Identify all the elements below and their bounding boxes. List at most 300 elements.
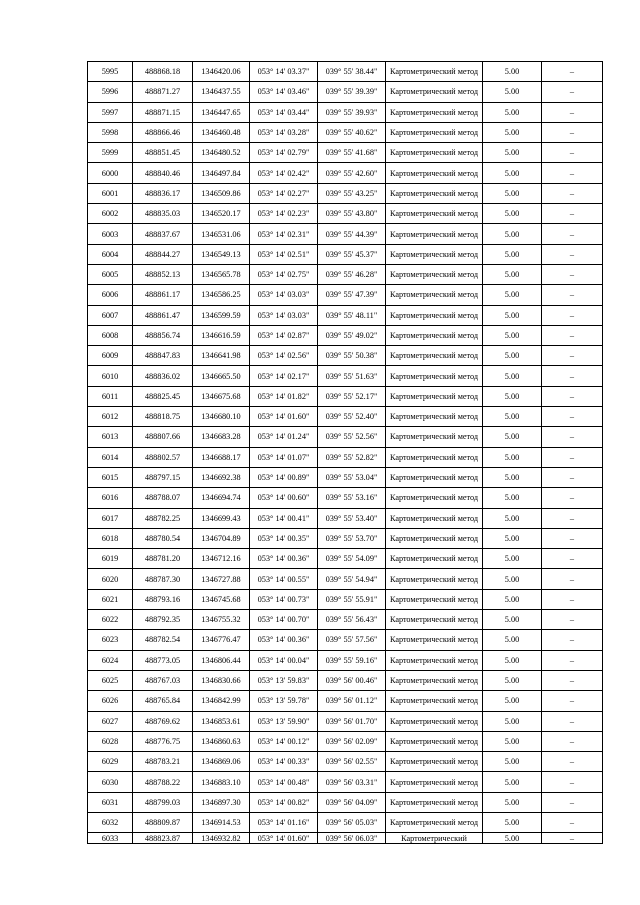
- accuracy-cell: 5.00: [483, 224, 542, 244]
- point-number-cell: 6012: [88, 407, 133, 427]
- method-cell: Картометрический метод: [386, 447, 483, 467]
- latitude-cell: 053° 14' 01.82": [250, 386, 318, 406]
- accuracy-cell: 5.00: [483, 467, 542, 487]
- x-coordinate-cell: 488767.03: [133, 670, 193, 690]
- latitude-cell: 053° 14' 02.42": [250, 163, 318, 183]
- y-coordinate-cell: 1346692.38: [193, 467, 250, 487]
- y-coordinate-cell: 1346932.82: [193, 833, 250, 844]
- latitude-cell: 053° 14' 01.07": [250, 447, 318, 467]
- latitude-cell: 053° 14' 01.16": [250, 812, 318, 832]
- x-coordinate-cell: 488836.17: [133, 183, 193, 203]
- y-coordinate-cell: 1346437.55: [193, 82, 250, 102]
- method-cell: Картометрический метод: [386, 812, 483, 832]
- accuracy-cell: 5.00: [483, 62, 542, 82]
- note-cell: –: [542, 610, 603, 630]
- latitude-cell: 053° 13' 59.78": [250, 691, 318, 711]
- method-cell: Картометрический метод: [386, 711, 483, 731]
- point-number-cell: 6030: [88, 772, 133, 792]
- x-coordinate-cell: 488837.67: [133, 224, 193, 244]
- y-coordinate-cell: 1346447.65: [193, 102, 250, 122]
- longitude-cell: 039° 55' 53.70": [318, 528, 386, 548]
- latitude-cell: 053° 14' 00.55": [250, 569, 318, 589]
- latitude-cell: 053° 14' 03.28": [250, 122, 318, 142]
- x-coordinate-cell: 488807.66: [133, 427, 193, 447]
- latitude-cell: 053° 13' 59.90": [250, 711, 318, 731]
- latitude-cell: 053° 14' 00.73": [250, 589, 318, 609]
- longitude-cell: 039° 55' 38.44": [318, 62, 386, 82]
- table-row: [88, 772, 603, 792]
- table-row: [88, 244, 603, 264]
- longitude-cell: 039° 56' 01.12": [318, 691, 386, 711]
- longitude-cell: 039° 55' 50.38": [318, 346, 386, 366]
- accuracy-cell: 5.00: [483, 386, 542, 406]
- point-number-cell: 6019: [88, 549, 133, 569]
- table-row: [88, 467, 603, 487]
- x-coordinate-cell: 488782.25: [133, 508, 193, 528]
- y-coordinate-cell: 1346565.78: [193, 264, 250, 284]
- y-coordinate-cell: 1346675.68: [193, 386, 250, 406]
- y-coordinate-cell: 1346830.66: [193, 670, 250, 690]
- accuracy-cell: 5.00: [483, 670, 542, 690]
- accuracy-cell: 5.00: [483, 427, 542, 447]
- table-row: [88, 447, 603, 467]
- table-row: [88, 792, 603, 812]
- note-cell: –: [542, 224, 603, 244]
- x-coordinate-cell: 488844.27: [133, 244, 193, 264]
- method-cell: Картометрический метод: [386, 386, 483, 406]
- point-number-cell: 6016: [88, 488, 133, 508]
- point-number-cell: 6021: [88, 589, 133, 609]
- latitude-cell: 053° 14' 02.75": [250, 264, 318, 284]
- longitude-cell: 039° 56' 04.09": [318, 792, 386, 812]
- y-coordinate-cell: 1346665.50: [193, 366, 250, 386]
- table-row: [88, 569, 603, 589]
- point-number-cell: 5996: [88, 82, 133, 102]
- point-number-cell: 6005: [88, 264, 133, 284]
- point-number-cell: 6032: [88, 812, 133, 832]
- accuracy-cell: 5.00: [483, 812, 542, 832]
- note-cell: –: [542, 691, 603, 711]
- y-coordinate-cell: 1346683.28: [193, 427, 250, 447]
- method-cell: Картометрический метод: [386, 224, 483, 244]
- note-cell: –: [542, 264, 603, 284]
- latitude-cell: 053° 14' 01.24": [250, 427, 318, 447]
- accuracy-cell: 5.00: [483, 325, 542, 345]
- table-row: [88, 102, 603, 122]
- longitude-cell: 039° 55' 55.91": [318, 589, 386, 609]
- table-row: [88, 427, 603, 447]
- latitude-cell: 053° 14' 02.79": [250, 143, 318, 163]
- longitude-cell: 039° 55' 41.68": [318, 143, 386, 163]
- x-coordinate-cell: 488856.74: [133, 325, 193, 345]
- x-coordinate-cell: 488776.75: [133, 731, 193, 751]
- latitude-cell: 053° 14' 00.41": [250, 508, 318, 528]
- table-row: [88, 183, 603, 203]
- point-number-cell: 6022: [88, 610, 133, 630]
- method-cell: Картометрический метод: [386, 82, 483, 102]
- method-cell: Картометрический метод: [386, 163, 483, 183]
- point-number-cell: 6006: [88, 285, 133, 305]
- table-row: [88, 224, 603, 244]
- longitude-cell: 039° 56' 06.03": [318, 833, 386, 844]
- x-coordinate-cell: 488825.45: [133, 386, 193, 406]
- y-coordinate-cell: 1346520.17: [193, 204, 250, 224]
- longitude-cell: 039° 55' 53.04": [318, 467, 386, 487]
- y-coordinate-cell: 1346549.13: [193, 244, 250, 264]
- method-cell: Картометрический метод: [386, 62, 483, 82]
- x-coordinate-cell: 488861.47: [133, 305, 193, 325]
- note-cell: –: [542, 508, 603, 528]
- note-cell: –: [542, 528, 603, 548]
- method-cell: Картометрический метод: [386, 488, 483, 508]
- accuracy-cell: 5.00: [483, 447, 542, 467]
- accuracy-cell: 5.00: [483, 792, 542, 812]
- y-coordinate-cell: 1346755.32: [193, 610, 250, 630]
- point-number-cell: 6014: [88, 447, 133, 467]
- y-coordinate-cell: 1346531.06: [193, 224, 250, 244]
- point-number-cell: 6026: [88, 691, 133, 711]
- longitude-cell: 039° 56' 03.31": [318, 772, 386, 792]
- y-coordinate-cell: 1346897.30: [193, 792, 250, 812]
- table-row: [88, 752, 603, 772]
- table-row: [88, 122, 603, 142]
- accuracy-cell: 5.00: [483, 589, 542, 609]
- y-coordinate-cell: 1346842.99: [193, 691, 250, 711]
- y-coordinate-cell: 1346869.06: [193, 752, 250, 772]
- point-number-cell: 6023: [88, 630, 133, 650]
- y-coordinate-cell: 1346420.06: [193, 62, 250, 82]
- method-cell: Картометрический метод: [386, 407, 483, 427]
- method-cell: Картометрический метод: [386, 589, 483, 609]
- method-cell: Картометрический метод: [386, 346, 483, 366]
- longitude-cell: 039° 55' 39.39": [318, 82, 386, 102]
- longitude-cell: 039° 55' 59.16": [318, 650, 386, 670]
- method-cell: Картометрический метод: [386, 610, 483, 630]
- note-cell: –: [542, 82, 603, 102]
- x-coordinate-cell: 488783.21: [133, 752, 193, 772]
- longitude-cell: 039° 55' 52.56": [318, 427, 386, 447]
- method-cell: Картометрический метод: [386, 772, 483, 792]
- table-row: [88, 163, 603, 183]
- x-coordinate-cell: 488788.22: [133, 772, 193, 792]
- accuracy-cell: 5.00: [483, 731, 542, 751]
- note-cell: –: [542, 62, 603, 82]
- latitude-cell: 053° 13' 59.83": [250, 670, 318, 690]
- y-coordinate-cell: 1346497.84: [193, 163, 250, 183]
- accuracy-cell: 5.00: [483, 305, 542, 325]
- accuracy-cell: 5.00: [483, 508, 542, 528]
- method-cell: Картометрический: [386, 833, 483, 844]
- table-row: [88, 204, 603, 224]
- y-coordinate-cell: 1346776.47: [193, 630, 250, 650]
- longitude-cell: 039° 55' 39.93": [318, 102, 386, 122]
- table-row: [88, 528, 603, 548]
- point-number-cell: 6013: [88, 427, 133, 447]
- point-number-cell: 6020: [88, 569, 133, 589]
- method-cell: Картометрический метод: [386, 752, 483, 772]
- y-coordinate-cell: 1346704.89: [193, 528, 250, 548]
- note-cell: –: [542, 812, 603, 832]
- accuracy-cell: 5.00: [483, 711, 542, 731]
- longitude-cell: 039° 56' 05.03": [318, 812, 386, 832]
- table-row: [88, 366, 603, 386]
- x-coordinate-cell: 488797.15: [133, 467, 193, 487]
- point-number-cell: 6011: [88, 386, 133, 406]
- x-coordinate-cell: 488835.03: [133, 204, 193, 224]
- point-number-cell: 6010: [88, 366, 133, 386]
- accuracy-cell: 5.00: [483, 102, 542, 122]
- latitude-cell: 053° 14' 00.70": [250, 610, 318, 630]
- table-row: [88, 346, 603, 366]
- note-cell: –: [542, 346, 603, 366]
- point-number-cell: 6033: [88, 833, 133, 844]
- point-number-cell: 5999: [88, 143, 133, 163]
- x-coordinate-cell: 488852.13: [133, 264, 193, 284]
- point-number-cell: 5995: [88, 62, 133, 82]
- x-coordinate-cell: 488765.84: [133, 691, 193, 711]
- note-cell: –: [542, 305, 603, 325]
- point-number-cell: 6028: [88, 731, 133, 751]
- note-cell: –: [542, 143, 603, 163]
- latitude-cell: 053° 14' 02.87": [250, 325, 318, 345]
- table-row: [88, 143, 603, 163]
- longitude-cell: 039° 55' 51.63": [318, 366, 386, 386]
- longitude-cell: 039° 55' 44.39": [318, 224, 386, 244]
- longitude-cell: 039° 55' 47.39": [318, 285, 386, 305]
- table-row: [88, 386, 603, 406]
- longitude-cell: 039° 55' 52.40": [318, 407, 386, 427]
- note-cell: –: [542, 325, 603, 345]
- x-coordinate-cell: 488788.07: [133, 488, 193, 508]
- method-cell: Картометрический метод: [386, 792, 483, 812]
- note-cell: –: [542, 204, 603, 224]
- accuracy-cell: 5.00: [483, 650, 542, 670]
- latitude-cell: 053° 14' 02.51": [250, 244, 318, 264]
- note-cell: –: [542, 670, 603, 690]
- y-coordinate-cell: 1346599.59: [193, 305, 250, 325]
- x-coordinate-cell: 488802.57: [133, 447, 193, 467]
- latitude-cell: 053° 14' 02.23": [250, 204, 318, 224]
- longitude-cell: 039° 55' 46.28": [318, 264, 386, 284]
- table-row: [88, 589, 603, 609]
- latitude-cell: 053° 14' 00.89": [250, 467, 318, 487]
- x-coordinate-cell: 488781.20: [133, 549, 193, 569]
- latitude-cell: 053° 14' 02.56": [250, 346, 318, 366]
- longitude-cell: 039° 56' 01.70": [318, 711, 386, 731]
- accuracy-cell: 5.00: [483, 244, 542, 264]
- latitude-cell: 053° 14' 03.03": [250, 305, 318, 325]
- note-cell: –: [542, 792, 603, 812]
- latitude-cell: 053° 14' 00.36": [250, 549, 318, 569]
- accuracy-cell: 5.00: [483, 610, 542, 630]
- method-cell: Картометрический метод: [386, 183, 483, 203]
- method-cell: Картометрический метод: [386, 305, 483, 325]
- method-cell: Картометрический метод: [386, 427, 483, 447]
- latitude-cell: 053° 14' 00.36": [250, 630, 318, 650]
- y-coordinate-cell: 1346586.25: [193, 285, 250, 305]
- method-cell: Картометрический метод: [386, 650, 483, 670]
- note-cell: –: [542, 650, 603, 670]
- accuracy-cell: 5.00: [483, 183, 542, 203]
- x-coordinate-cell: 488871.27: [133, 82, 193, 102]
- coordinates-table: [87, 61, 603, 844]
- note-cell: –: [542, 366, 603, 386]
- note-cell: –: [542, 731, 603, 751]
- y-coordinate-cell: 1346914.53: [193, 812, 250, 832]
- accuracy-cell: 5.00: [483, 264, 542, 284]
- latitude-cell: 053° 14' 01.60": [250, 407, 318, 427]
- y-coordinate-cell: 1346641.98: [193, 346, 250, 366]
- x-coordinate-cell: 488851.45: [133, 143, 193, 163]
- note-cell: –: [542, 711, 603, 731]
- note-cell: –: [542, 386, 603, 406]
- method-cell: Картометрический метод: [386, 325, 483, 345]
- latitude-cell: 053° 14' 00.12": [250, 731, 318, 751]
- point-number-cell: 6009: [88, 346, 133, 366]
- x-coordinate-cell: 488847.83: [133, 346, 193, 366]
- note-cell: –: [542, 285, 603, 305]
- table-row: [88, 62, 603, 82]
- accuracy-cell: 5.00: [483, 549, 542, 569]
- y-coordinate-cell: 1346712.16: [193, 549, 250, 569]
- method-cell: Картометрический метод: [386, 731, 483, 751]
- latitude-cell: 053° 14' 02.31": [250, 224, 318, 244]
- latitude-cell: 053° 14' 00.48": [250, 772, 318, 792]
- longitude-cell: 039° 55' 54.09": [318, 549, 386, 569]
- longitude-cell: 039° 55' 43.80": [318, 204, 386, 224]
- table-row: [88, 812, 603, 832]
- longitude-cell: 039° 55' 43.25": [318, 183, 386, 203]
- longitude-cell: 039° 55' 52.82": [318, 447, 386, 467]
- x-coordinate-cell: 488836.02: [133, 366, 193, 386]
- method-cell: Картометрический метод: [386, 691, 483, 711]
- method-cell: Картометрический метод: [386, 122, 483, 142]
- note-cell: –: [542, 833, 603, 844]
- point-number-cell: 6025: [88, 670, 133, 690]
- table-row: [88, 508, 603, 528]
- table-row: [88, 610, 603, 630]
- point-number-cell: 6027: [88, 711, 133, 731]
- longitude-cell: 039° 55' 54.94": [318, 569, 386, 589]
- point-number-cell: 6002: [88, 204, 133, 224]
- accuracy-cell: 5.00: [483, 407, 542, 427]
- latitude-cell: 053° 14' 00.60": [250, 488, 318, 508]
- accuracy-cell: 5.00: [483, 752, 542, 772]
- table-row: [88, 670, 603, 690]
- table-row: [88, 549, 603, 569]
- y-coordinate-cell: 1346680.10: [193, 407, 250, 427]
- x-coordinate-cell: 488769.62: [133, 711, 193, 731]
- latitude-cell: 053° 14' 03.03": [250, 285, 318, 305]
- note-cell: –: [542, 163, 603, 183]
- point-number-cell: 6007: [88, 305, 133, 325]
- table-row: [88, 630, 603, 650]
- method-cell: Картометрический метод: [386, 285, 483, 305]
- longitude-cell: 039° 55' 49.02": [318, 325, 386, 345]
- note-cell: –: [542, 122, 603, 142]
- accuracy-cell: 5.00: [483, 528, 542, 548]
- latitude-cell: 053° 14' 02.27": [250, 183, 318, 203]
- point-number-cell: 6004: [88, 244, 133, 264]
- table-row: [88, 711, 603, 731]
- table-row: [88, 325, 603, 345]
- accuracy-cell: 5.00: [483, 143, 542, 163]
- method-cell: Картометрический метод: [386, 467, 483, 487]
- accuracy-cell: 5.00: [483, 630, 542, 650]
- y-coordinate-cell: 1346745.68: [193, 589, 250, 609]
- point-number-cell: 6017: [88, 508, 133, 528]
- point-number-cell: 6003: [88, 224, 133, 244]
- latitude-cell: 053° 14' 02.17": [250, 366, 318, 386]
- longitude-cell: 039° 55' 52.17": [318, 386, 386, 406]
- note-cell: –: [542, 447, 603, 467]
- note-cell: –: [542, 102, 603, 122]
- y-coordinate-cell: 1346699.43: [193, 508, 250, 528]
- point-number-cell: 6008: [88, 325, 133, 345]
- point-number-cell: 5997: [88, 102, 133, 122]
- note-cell: –: [542, 407, 603, 427]
- table-row: [88, 833, 603, 844]
- point-number-cell: 6001: [88, 183, 133, 203]
- accuracy-cell: 5.00: [483, 163, 542, 183]
- x-coordinate-cell: 488799.03: [133, 792, 193, 812]
- note-cell: –: [542, 488, 603, 508]
- table-row: [88, 407, 603, 427]
- y-coordinate-cell: 1346853.61: [193, 711, 250, 731]
- method-cell: Картометрический метод: [386, 630, 483, 650]
- x-coordinate-cell: 488793.16: [133, 589, 193, 609]
- accuracy-cell: 5.00: [483, 488, 542, 508]
- method-cell: Картометрический метод: [386, 143, 483, 163]
- x-coordinate-cell: 488782.54: [133, 630, 193, 650]
- accuracy-cell: 5.00: [483, 204, 542, 224]
- y-coordinate-cell: 1346727.88: [193, 569, 250, 589]
- point-number-cell: 6000: [88, 163, 133, 183]
- table-row: [88, 691, 603, 711]
- note-cell: –: [542, 549, 603, 569]
- latitude-cell: 053° 14' 00.35": [250, 528, 318, 548]
- y-coordinate-cell: 1346883.10: [193, 772, 250, 792]
- accuracy-cell: 5.00: [483, 691, 542, 711]
- x-coordinate-cell: 488871.15: [133, 102, 193, 122]
- y-coordinate-cell: 1346480.52: [193, 143, 250, 163]
- point-number-cell: 6031: [88, 792, 133, 812]
- x-coordinate-cell: 488773.05: [133, 650, 193, 670]
- table-row: [88, 82, 603, 102]
- y-coordinate-cell: 1346806.44: [193, 650, 250, 670]
- y-coordinate-cell: 1346694.74: [193, 488, 250, 508]
- longitude-cell: 039° 55' 48.11": [318, 305, 386, 325]
- table-row: [88, 650, 603, 670]
- table-body: [88, 62, 603, 844]
- longitude-cell: 039° 55' 40.62": [318, 122, 386, 142]
- method-cell: Картометрический метод: [386, 366, 483, 386]
- x-coordinate-cell: 488866.46: [133, 122, 193, 142]
- table-row: [88, 305, 603, 325]
- method-cell: Картометрический метод: [386, 264, 483, 284]
- x-coordinate-cell: 488818.75: [133, 407, 193, 427]
- y-coordinate-cell: 1346509.86: [193, 183, 250, 203]
- latitude-cell: 053° 14' 00.33": [250, 752, 318, 772]
- table-row: [88, 731, 603, 751]
- y-coordinate-cell: 1346616.59: [193, 325, 250, 345]
- longitude-cell: 039° 55' 57.56": [318, 630, 386, 650]
- x-coordinate-cell: 488868.18: [133, 62, 193, 82]
- method-cell: Картометрический метод: [386, 102, 483, 122]
- method-cell: Картометрический метод: [386, 528, 483, 548]
- y-coordinate-cell: 1346688.17: [193, 447, 250, 467]
- note-cell: –: [542, 467, 603, 487]
